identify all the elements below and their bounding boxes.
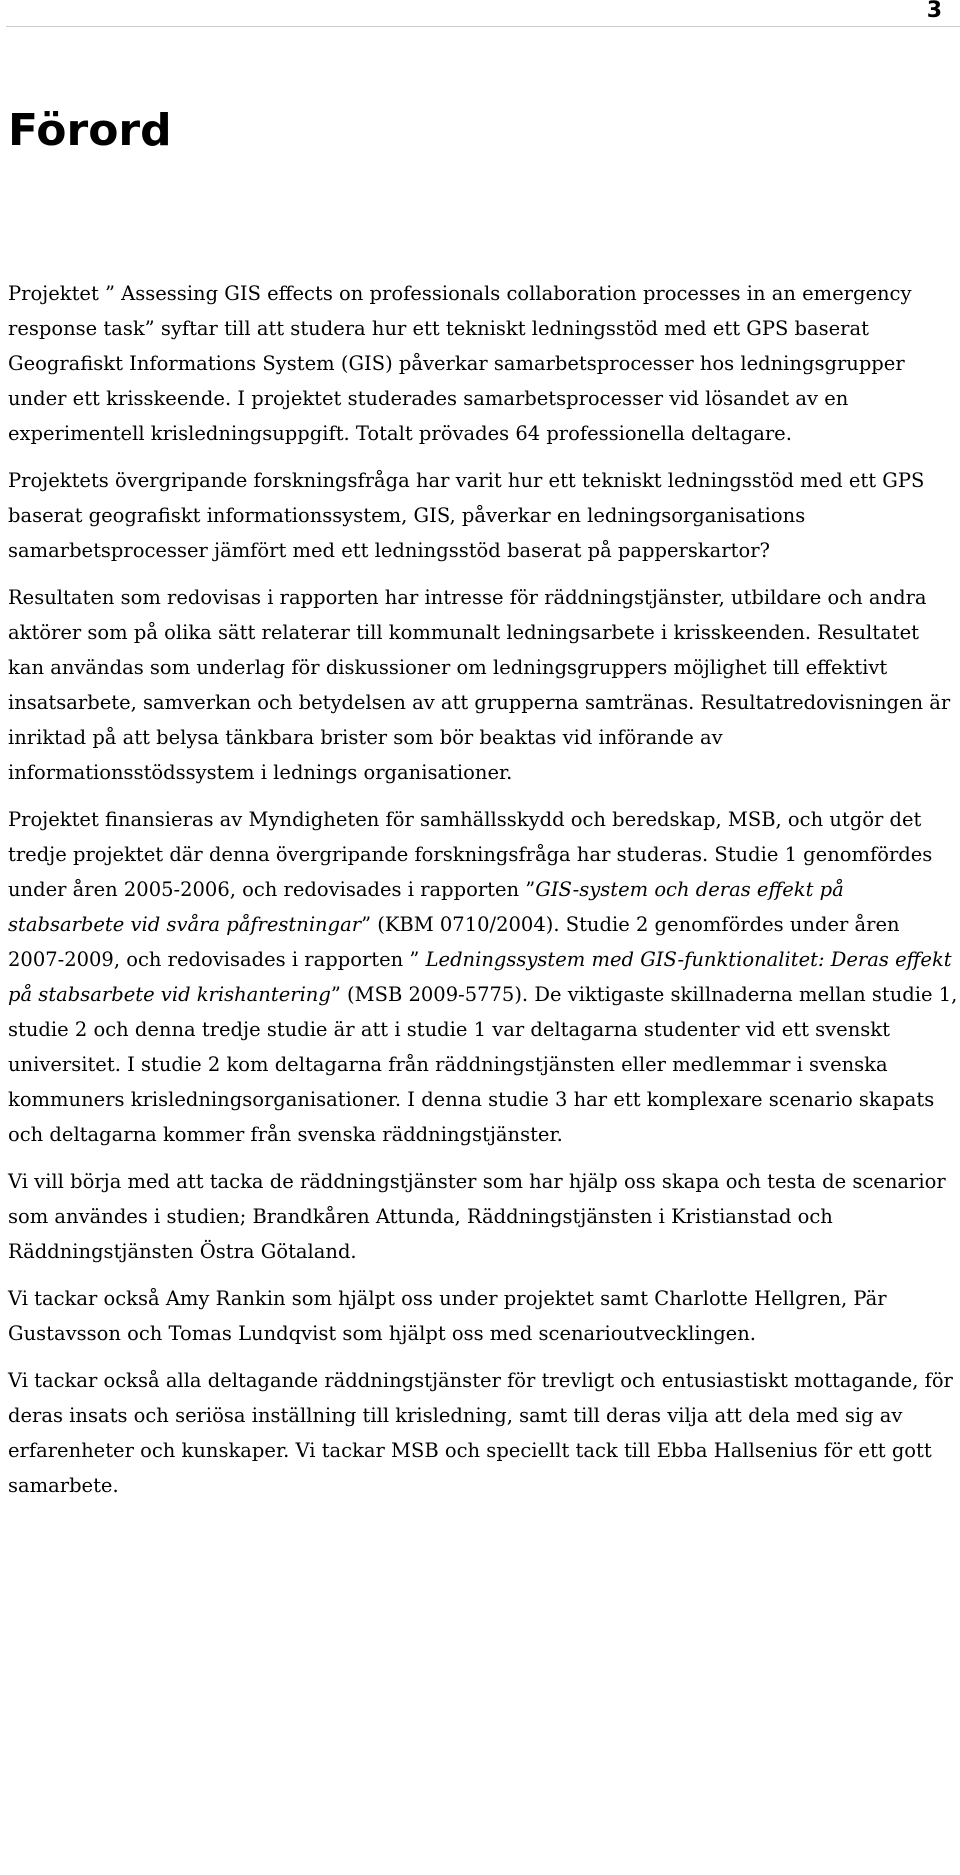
paragraph-thanks-participants: Vi tackar också alla deltagande räddningstjänster för trevligt och entusiastiskt mottagande, för deras insats och seriösa inställning till krisledning, samt till deras vilja att dela med sig av erfarenheter och kunskaper. Vi tackar MSB och speciellt tack till Ebba Hallsenius för ett gott samarbete. xyxy=(8,1369,953,1497)
funding-text-part3: ” (MSB 2009-5775). De viktigaste skillnaderna mellan studie 1, studie 2 och denna tredje studie är att i studie 1 var deltagarna studenter vid ett svenskt universitet. I studie 2 kom deltagarna från räddningstjänsten eller medlemmar i svenska kommuners krisledningsorganisationer. I denna studie 3 har ett komplexare scenario skapats och deltagarna kommer från svenska räddningstjänster. xyxy=(8,983,958,1146)
paragraph-funding xyxy=(8,802,958,1152)
preface-body xyxy=(8,276,958,1515)
report-title-1: GIS-system och deras effekt på stabsarbete vid svåra påfrestningar xyxy=(8,878,844,936)
funding-text-part2: ” (KBM 0710/2004). Studie 2 genomfördes under åren 2007-2009, och redovisades i rapporten ” xyxy=(8,913,900,971)
paragraph-thanks-individuals: Vi tackar också Amy Rankin som hjälpt oss under projektet samt Charlotte Hellgren, Pär Gustavsson och Tomas Lundqvist som hjälpt oss med scenarioutvecklingen. xyxy=(8,1287,887,1345)
paragraph-project-intro: Projektet ” Assessing GIS effects on professionals collaboration processes in an emergency response task” syftar till att studera hur ett tekniskt ledningsstöd med ett GPS baserat Geografiskt Informations System (GIS) påverkar samarbetsprocesser hos ledningsgrupper under ett krisskeende. I projektet studerades samarbetsprocesser vid lösandet av en experimentell krisledningsuppgift. Totalt prövades 64 professionella deltagare. xyxy=(8,282,912,445)
header-rule xyxy=(6,26,960,27)
paragraph-research-question: Projektets övergripande forskningsfråga har varit hur ett tekniskt ledningsstöd med ett GPS baserat geografiskt informationssystem, GIS, påverkar en ledningsorganisations samarbetsprocesser jämfört med ett ledningsstöd baserat på papperskartor? xyxy=(8,469,925,562)
report-title-2: Ledningssystem med GIS-funktionalitet: Deras effekt på stabsarbete vid krishantering xyxy=(8,948,952,1006)
page-number: 3 xyxy=(926,0,942,23)
funding-text-part1: Projektet finansieras av Myndigheten för samhällsskydd och beredskap, MSB, och utgör det tredje projektet där denna övergripande forskningsfråga har studeras. Studie 1 genomfördes under åren 2005-2006, och redovisades i rapporten ” xyxy=(8,808,933,901)
paragraph-thanks-fire-services: Vi vill börja med att tacka de räddningstjänster som har hjälp oss skapa och testa de scenarior som användes i studien; Brandkåren Attunda, Räddningstjänsten i Kristianstad och Räddningstjänsten Östra Götaland. xyxy=(8,1170,946,1263)
page-title: Förord xyxy=(8,105,172,156)
paragraph-results: Resultaten som redovisas i rapporten har intresse för räddningstjänster, utbildare och andra aktörer som på olika sätt relaterar till kommunalt ledningsarbete i krisskeenden. Resultatet kan användas som underlag för diskussioner om ledningsgruppers möjlighet till effektivt insatsarbete, samverkan och betydelsen av att grupperna samtränas. Resultatredovisningen är inriktad på att belysa tänkbara brister som bör beaktas vid införande av informationsstödssystem i lednings organisationer. xyxy=(8,586,951,784)
